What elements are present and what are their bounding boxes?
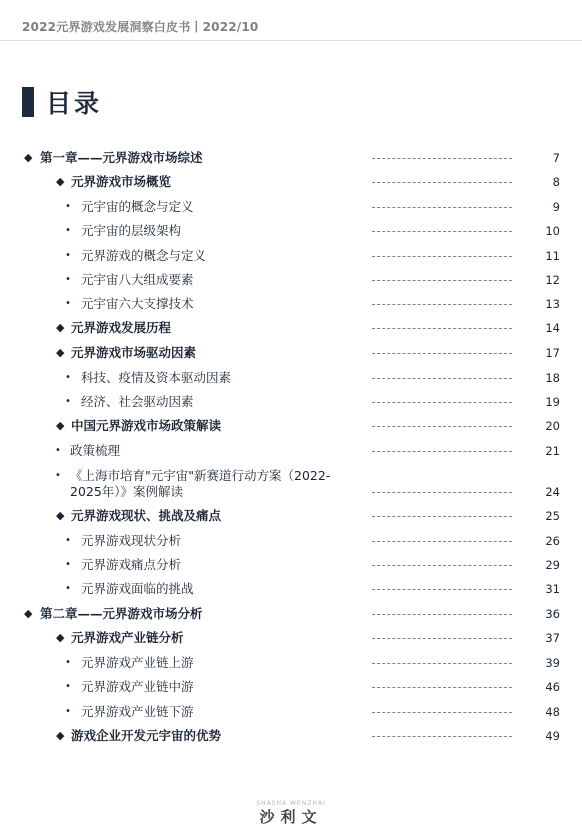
toc-entry-label-line1: 《上海市培育"元宇宙"新赛道行动方案（2022- (70, 468, 331, 483)
bullet-icon: • (65, 535, 71, 546)
diamond-icon: ◆ (56, 175, 65, 188)
toc-entry-page: 46 (545, 680, 560, 694)
toc-entry-page: 18 (545, 371, 560, 385)
dot-leader (372, 638, 512, 640)
toc-entry-label: 第二章——元界游戏市场分析 (40, 606, 203, 621)
toc-entry-label: 元界游戏市场概览 (71, 174, 172, 189)
toc-entry-label: 元界游戏现状分析 (81, 533, 182, 548)
toc-entry-page: 9 (552, 200, 560, 214)
toc-entry-page: 17 (545, 346, 560, 360)
toc-entry-label: 元界游戏产业链分析 (71, 630, 184, 645)
bullet-icon: • (65, 372, 71, 383)
toc-entry-label: 元界游戏市场驱动因素 (71, 345, 197, 360)
dot-leader (372, 231, 512, 233)
toc-entry-page: 21 (545, 444, 560, 458)
dot-leader (372, 589, 512, 591)
toc-entry-page: 25 (545, 509, 560, 523)
toc-entry-label: 元界游戏产业链中游 (81, 679, 194, 694)
bullet-icon: • (65, 250, 71, 261)
bullet-icon: • (65, 657, 71, 668)
dot-leader (372, 736, 512, 738)
toc-entry-page: 39 (545, 656, 560, 670)
diamond-icon: ◆ (56, 321, 65, 334)
dot-leader (372, 541, 512, 543)
toc-title: 目录 (46, 89, 103, 118)
dot-leader (372, 304, 512, 306)
dot-leader (372, 328, 512, 330)
diamond-icon: ◆ (24, 151, 33, 164)
dot-leader (372, 378, 512, 380)
dot-leader (372, 687, 512, 689)
toc-entry[interactable] (0, 468, 582, 502)
toc-entry-label: 元界游戏现状、挑战及痛点 (71, 508, 222, 523)
bullet-icon: • (65, 583, 71, 594)
dot-leader (372, 451, 512, 453)
dot-leader (372, 402, 512, 404)
dot-leader (372, 614, 512, 616)
toc-entry-label-line2: 2025年）》案例解读 (70, 484, 184, 499)
toc-entry-page: 49 (545, 729, 560, 743)
dot-leader (372, 182, 512, 184)
footer-logo (0, 800, 582, 826)
dot-leader (372, 426, 512, 428)
toc-entry-page: 10 (545, 224, 560, 238)
toc-entry-label: 经济、社会驱动因素 (81, 394, 194, 409)
heading-accent-bar (22, 87, 34, 117)
toc-entry-page: 37 (545, 631, 560, 645)
diamond-icon: ◆ (24, 607, 33, 620)
toc-entry-label: 元宇宙的概念与定义 (81, 199, 194, 214)
logo-text: 沙利文 (259, 808, 323, 826)
bullet-icon: • (65, 225, 71, 236)
diamond-icon: ◆ (56, 729, 65, 742)
bullet-icon: • (65, 274, 71, 285)
toc-entry-page: 48 (545, 705, 560, 719)
dot-leader (372, 280, 512, 282)
dot-leader (372, 712, 512, 714)
document-header: 2022元界游戏发展洞察白皮书丨2022/10 (22, 20, 259, 34)
bullet-icon: • (65, 681, 71, 692)
toc-entry-page: 13 (545, 297, 560, 311)
toc-entry-page: 19 (545, 395, 560, 409)
toc-entry-label: 元界游戏产业链上游 (81, 655, 194, 670)
bullet-icon: • (55, 445, 61, 456)
toc-entry-label: 元宇宙的层级架构 (81, 223, 182, 238)
toc-entry-label: 科技、疫情及资本驱动因素 (81, 370, 232, 385)
dot-leader (372, 353, 512, 355)
toc-entry-page: 14 (545, 321, 560, 335)
bullet-icon: • (55, 470, 61, 481)
dot-leader (372, 207, 512, 209)
toc-entry-label: 中国元界游戏市场政策解读 (71, 418, 222, 433)
toc-entry-label: 游戏企业开发元宇宙的优势 (71, 728, 222, 743)
bullet-icon: • (65, 396, 71, 407)
toc-entry-page: 24 (545, 485, 560, 499)
toc-entry-label: 元界游戏发展历程 (71, 320, 172, 335)
toc-entry-page: 31 (545, 582, 560, 596)
dot-leader (372, 158, 512, 160)
toc-entry-label: 元宇宙八大组成要素 (81, 272, 194, 287)
bullet-icon: • (65, 201, 71, 212)
toc-entry-label: 元界游戏痛点分析 (81, 557, 182, 572)
header-divider (0, 40, 582, 41)
toc-entry-label: 元界游戏面临的挑战 (81, 581, 194, 596)
diamond-icon: ◆ (56, 631, 65, 644)
dot-leader (372, 256, 512, 258)
toc-entry-label: 第一章——元界游戏市场综述 (40, 150, 203, 165)
toc-entry-page: 29 (545, 558, 560, 572)
bullet-icon: • (65, 706, 71, 717)
toc-entry-page: 8 (552, 175, 560, 189)
bullet-icon: • (65, 298, 71, 309)
toc-entry-page: 7 (552, 151, 560, 165)
logo-subtext: SHASHA WENZHAI (256, 800, 326, 807)
diamond-icon: ◆ (56, 509, 65, 522)
dot-leader (372, 663, 512, 665)
diamond-icon: ◆ (56, 346, 65, 359)
toc-entry-page: 26 (545, 534, 560, 548)
dot-leader (372, 565, 512, 567)
toc-heading (22, 86, 102, 118)
toc-entry-label: 元界游戏的概念与定义 (81, 248, 207, 263)
bullet-icon: • (65, 559, 71, 570)
toc-entry-label: 元界游戏产业链下游 (81, 704, 194, 719)
toc-entry-page: 11 (545, 249, 560, 263)
diamond-icon: ◆ (56, 419, 65, 432)
toc-entry-label: 政策梳理 (70, 443, 121, 458)
toc-entry-page: 20 (545, 419, 560, 433)
toc-entry-page: 36 (545, 607, 560, 621)
toc-entry-page: 12 (545, 273, 560, 287)
dot-leader (372, 516, 512, 518)
dot-leader (372, 492, 512, 494)
toc-entry-label: 元宇宙六大支撑技术 (81, 296, 194, 311)
